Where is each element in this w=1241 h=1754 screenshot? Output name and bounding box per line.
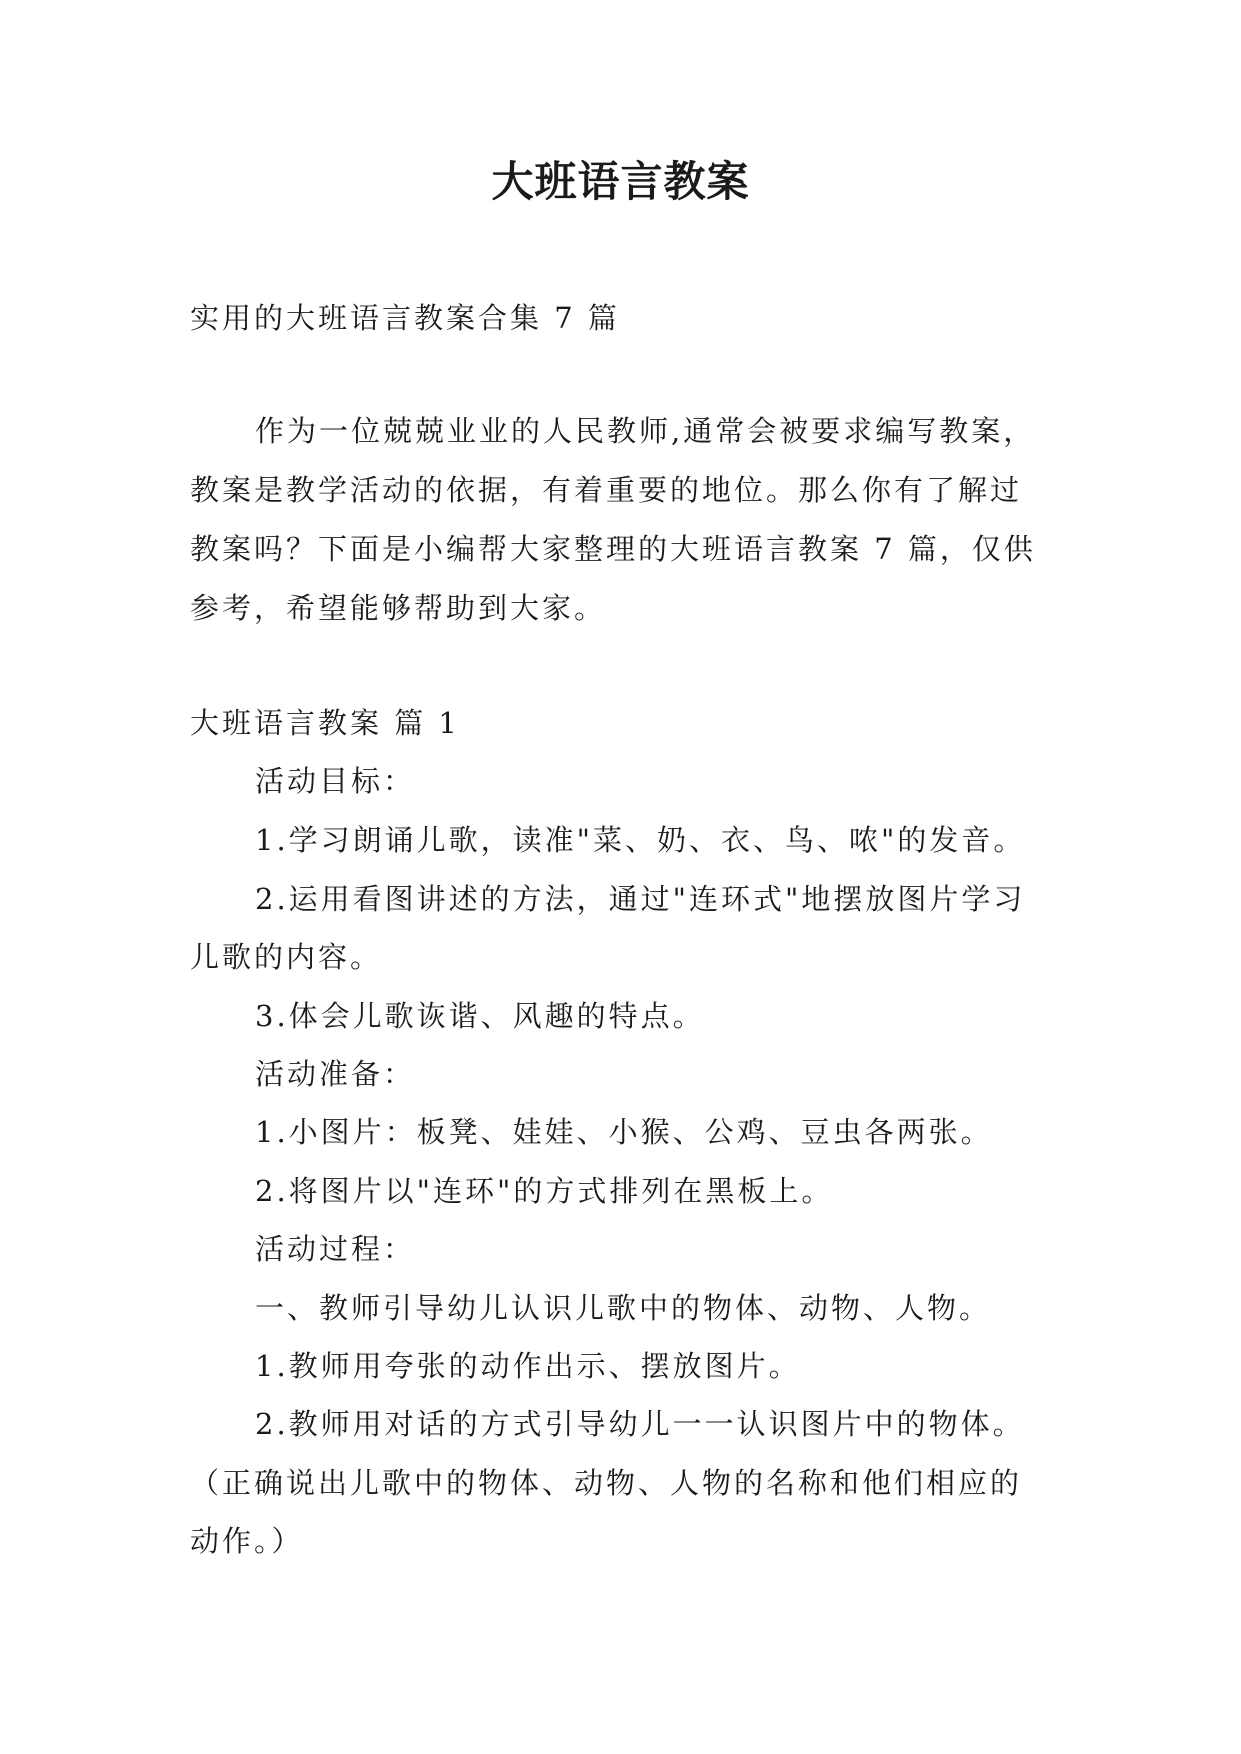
subtitle: 实用的大班语言教案合集 7 篇	[190, 301, 620, 335]
intro-line: 教案吗？下面是小编帮大家整理的大班语言教案 7 篇，仅供	[190, 532, 1036, 566]
intro-line: 参考，希望能够帮助到大家。	[190, 591, 607, 625]
section-heading: 大班语言教案 篇 1	[190, 706, 460, 740]
intro-line: 作为一位兢兢业业的人民教师,通常会被要求编写教案，	[255, 414, 1036, 448]
body-line: 1.学习朗诵儿歌，读准"菜、奶、衣、鸟、哝"的发音。	[255, 823, 1026, 857]
body-line: 动作。）	[190, 1524, 304, 1558]
page-title: 大班语言教案	[491, 157, 750, 206]
body-line: 活动目标：	[255, 764, 416, 798]
body-line: 活动过程：	[255, 1232, 416, 1266]
body-line: 活动准备：	[255, 1057, 416, 1091]
intro-line: 教案是教学活动的依据，有着重要的地位。那么你有了解过	[190, 473, 1023, 507]
body-line: 2.将图片以"连环"的方式排列在黑板上。	[255, 1174, 834, 1208]
body-line: 2.运用看图讲述的方法，通过"连环式"地摆放图片学习	[255, 882, 1026, 916]
body-line: 1.教师用夸张的动作出示、摆放图片。	[255, 1349, 801, 1383]
body-line: 1.小图片：板凳、娃娃、小猴、公鸡、豆虫各两张。	[255, 1115, 993, 1149]
body-line: （正确说出儿歌中的物体、动物、人物的名称和他们相应的	[190, 1466, 1023, 1500]
body-line: 2.教师用对话的方式引导幼儿一一认识图片中的物体。	[255, 1407, 1025, 1441]
body-line: 一、教师引导幼儿认识儿歌中的物体、动物、人物。	[255, 1291, 992, 1325]
body-line: 儿歌的内容。	[190, 940, 383, 974]
body-line: 3.体会儿歌诙谐、风趣的特点。	[255, 999, 705, 1033]
